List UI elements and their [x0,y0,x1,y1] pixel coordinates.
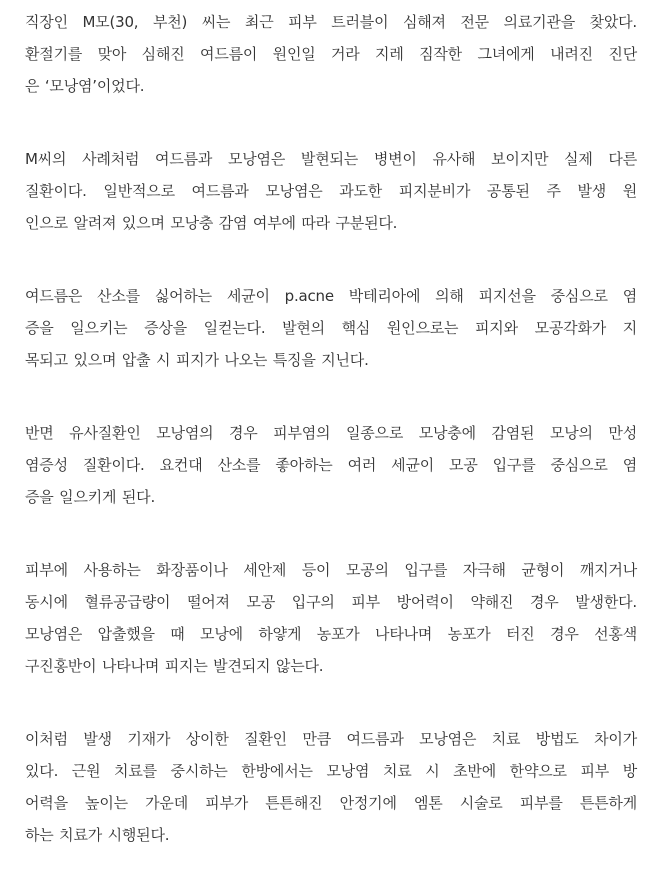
text-line: 질환이다. 일반적으로 여드름과 모낭염은 과도한 피지분비가 공통된 주 발생 원 [25,182,637,200]
text-line: 여드름은 산소를 싫어하는 세균이 p.acne 박테리아에 의해 피지선을 중심으로 염 [25,287,637,305]
paragraph-intro [25,6,637,102]
text-line: 동시에 혈류공급량이 떨어져 모공 입구의 피부 방어력이 약해진 경우 발생한다. [25,593,637,611]
text-line: 환절기를 맞아 심해진 여드름이 원인일 거라 지레 짐작한 그녀에게 내려진 진단 [25,45,637,63]
text-line: 있다. 근원 치료를 중시하는 한방에서는 모낭염 치료 시 초반에 한약으로 피부 방 [25,762,637,780]
paragraph-folliculitis [25,417,637,513]
text-line: 어력을 높이는 가운데 피부가 튼튼해진 안정기에 엠톤 시술로 피부를 튼튼하게 [25,794,637,812]
paragraph-treatment [25,723,637,851]
text-line: 증을 일으키는 증상을 일컫는다. 발현의 핵심 원인으로는 피지와 모공각화가 지 [25,319,637,337]
text-line: 하는 치료가 시행된다. [25,826,170,844]
text-line: 은 ‘모낭염’이었다. [25,77,145,95]
text-line: 반면 유사질환인 모낭염의 경우 피부염의 일종으로 모낭충에 감염된 모낭의 만성 [25,424,637,442]
text-line: 구진홍반이 나타나며 피지는 발견되지 않는다. [25,657,324,675]
text-line: 피부에 사용하는 화장품이나 세안제 등이 모공의 입구를 자극해 균형이 깨지거나 [25,561,637,579]
article-body [25,6,637,892]
text-line: 목되고 있으며 압출 시 피지가 나오는 특징을 지닌다. [25,351,369,369]
text-line: 모낭염은 압출했을 때 모낭에 하얗게 농포가 나타나며 농포가 터진 경우 선홍색 [25,625,637,643]
text-line: M씨의 사례처럼 여드름과 모낭염은 발현되는 병변이 유사해 보이지만 실제 다른 [25,150,637,168]
paragraph-acne [25,280,637,376]
text-line: 이처럼 발생 기재가 상이한 질환인 만큼 여드름과 모낭염은 치료 방법도 차이가 [25,730,637,748]
text-line: 증을 일으키게 된다. [25,488,156,506]
paragraph-comparison [25,143,637,239]
text-line: 인으로 알려져 있으며 모낭충 감염 여부에 따라 구분된다. [25,214,398,232]
paragraph-causes [25,554,637,682]
text-line: 염증성 질환이다. 요컨대 산소를 좋아하는 여러 세균이 모공 입구를 중심으로 염 [25,456,637,474]
text-line: 직장인 M모(30, 부천) 씨는 최근 피부 트러블이 심해져 전문 의료기관을 찾았다. [25,13,637,31]
